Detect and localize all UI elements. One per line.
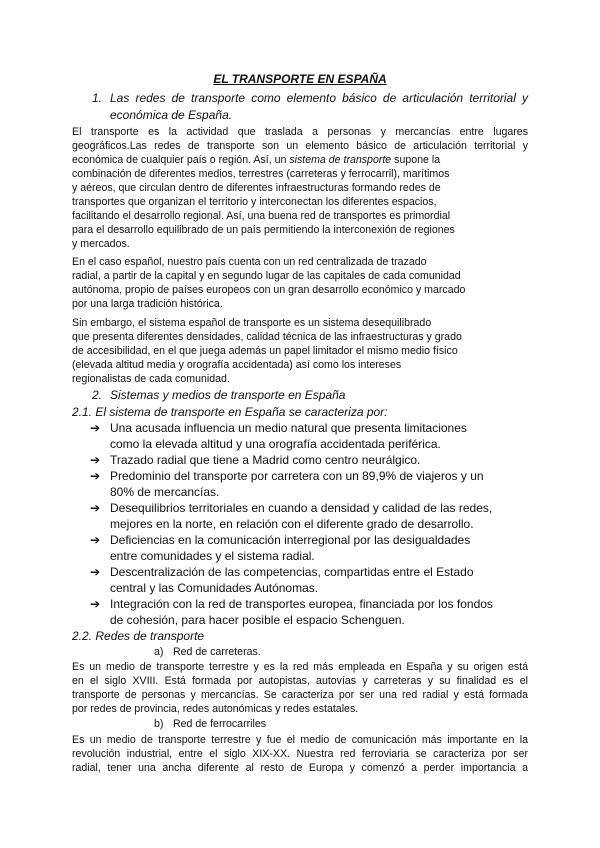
section1-heading-cont: económica de España. xyxy=(110,108,233,122)
para1-line: para el desarrollo equilibrado de un país permitiendo la interconexión de regiones xyxy=(72,224,455,236)
bullet-item: Integración con la red de transportes europea, financiada por los fondos xyxy=(110,597,493,611)
para1-line: facilitando el desarrollo regional. Así, una buena red de transportes es primordial xyxy=(72,210,451,222)
arrow-bullet-icon: ➔ xyxy=(90,469,101,483)
bullet-item-cont: entre comunidades y el sistema radial. xyxy=(110,549,315,563)
para1-line: geográficos.Las redes de transporte son un elemento básico de articulación territorial y xyxy=(72,140,528,152)
arrow-bullet-icon: ➔ xyxy=(90,453,101,467)
para1-emphasis: sistema de transporte xyxy=(289,154,392,166)
para-a-line: por redes de provincia, redes autonómicas y redes estatales. xyxy=(72,703,359,715)
item-a-title: Red de carreteras. xyxy=(173,646,261,658)
para1-line: y aéreos, que circulan dentro de diferentes infraestructuras formando redes de xyxy=(72,182,441,194)
arrow-bullet-icon: ➔ xyxy=(90,597,101,611)
bullet-item-cont: mejores en la norte, en relación con el diferente grado de desarrollo. xyxy=(110,517,474,531)
para2-line: por una larga tradición histórica. xyxy=(72,298,223,310)
para3-line: de accesibilidad, en el que juega además un papel limitador el mismo medio físico xyxy=(72,345,458,357)
para-a-line: Es un medio de transporte terrestre y es la red más empleada en España y su origen está xyxy=(72,661,528,673)
bullet-item: Deficiencias en la comunicación interregional por las desigualdades xyxy=(110,533,471,547)
para3-line: (elevada altitud media y orografía accidentada) así como los intereses xyxy=(72,359,402,371)
para3-line: Sin embargo, el sistema español de transporte es un sistema desequilibrado xyxy=(72,317,432,329)
section1-number: 1. xyxy=(92,91,103,105)
para3-line: que presenta diferentes densidades, calidad técnica de las infraestructuras y grado xyxy=(72,331,462,343)
item-a-label: a) xyxy=(154,646,164,658)
bullet-item: Desequilibrios territoriales en cuando a densidad y calidad de las redes, xyxy=(110,501,493,515)
para2-line: En el caso español, nuestro país cuenta con un red centralizada de trazado xyxy=(72,256,427,268)
arrow-bullet-icon: ➔ xyxy=(90,501,101,515)
item-b-title: Red de ferrocarriles xyxy=(173,718,267,730)
para1-line: transportes que organizan el territorio y interconectan los diferentes espacios, xyxy=(72,196,437,208)
subsection-2-2-heading: 2.2. Redes de transporte xyxy=(72,629,205,643)
bullet-item: Descentralización de las competencias, compartidas entre el Estado xyxy=(110,565,474,579)
para-b-line: revolución industrial, entre el siglo XIX-XX. Nuestra red ferroviaria se caracteriza por ser xyxy=(72,748,528,760)
para1-line xyxy=(72,153,440,167)
para2-line: radial, a partir de la capital y en segundo lugar de las capitales de cada comunidad xyxy=(72,270,461,282)
para1-line: combinación de diferentes medios, terrestres (carreteras y ferrocarril), marítimos xyxy=(72,168,450,180)
arrow-bullet-icon: ➔ xyxy=(90,421,101,435)
section2-heading: Sistemas y medios de transporte en España xyxy=(110,388,346,402)
para1-line: El transporte es la actividad que traslada a personas y mercancías entre lugares xyxy=(72,126,528,138)
para-a-line: transporte de personas y mercancías. Se caracteriza por ser una red radial y está formada xyxy=(72,689,528,701)
bullet-item: Trazado radial que tiene a Madrid como centro neurálgico. xyxy=(110,453,421,467)
section2-number: 2. xyxy=(92,388,103,402)
para1-text: económica de cualquier país o región. Así, un xyxy=(72,154,287,166)
section1-heading: Las redes de transporte como elemento básico de articulación territorial y xyxy=(110,91,528,105)
bullet-item-cont: central y las Comunidades Autónomas. xyxy=(110,581,319,595)
para1-text: supone la xyxy=(394,154,441,166)
para1-line: y mercados. xyxy=(72,238,130,250)
bullet-item: Una acusada influencia un medio natural que presenta limitaciones xyxy=(110,421,467,435)
para2-line: autónoma, propio de países europeos con un gran desarrollo económico y marcado xyxy=(72,284,466,296)
bullet-item-cont: de cohesión, para hacer posible el espacio Schenguen. xyxy=(110,613,405,627)
page-title: EL TRANSPORTE EN ESPAÑA xyxy=(213,72,387,86)
para3-line: regionalistas de cada comunidad. xyxy=(72,373,230,385)
subsection-2-1-heading: 2.1. El sistema de transporte en España se caracteriza por: xyxy=(72,405,388,419)
para-b-line: radial, tener una ancha diferente al resto de Europa y comenzó a perder importancia a xyxy=(72,762,528,774)
bullet-item-cont: como la elevada altitud y una orografía accidentada periférica. xyxy=(110,437,441,451)
arrow-bullet-icon: ➔ xyxy=(90,533,101,547)
bullet-item: Predominio del transporte por carretera con un 89,9% de viajeros y un xyxy=(110,469,484,483)
bullet-item-cont: 80% de mercancías. xyxy=(110,485,220,499)
arrow-bullet-icon: ➔ xyxy=(90,565,101,579)
item-b-label: b) xyxy=(154,718,164,730)
para-a-line: en el siglo XVIII. Está formada por autopistas, autovías y carreteras y su finalidad es el xyxy=(72,675,528,687)
para-b-line: Es un medio de transporte terrestre y fue el medio de comunicación más importante en la xyxy=(72,734,528,746)
